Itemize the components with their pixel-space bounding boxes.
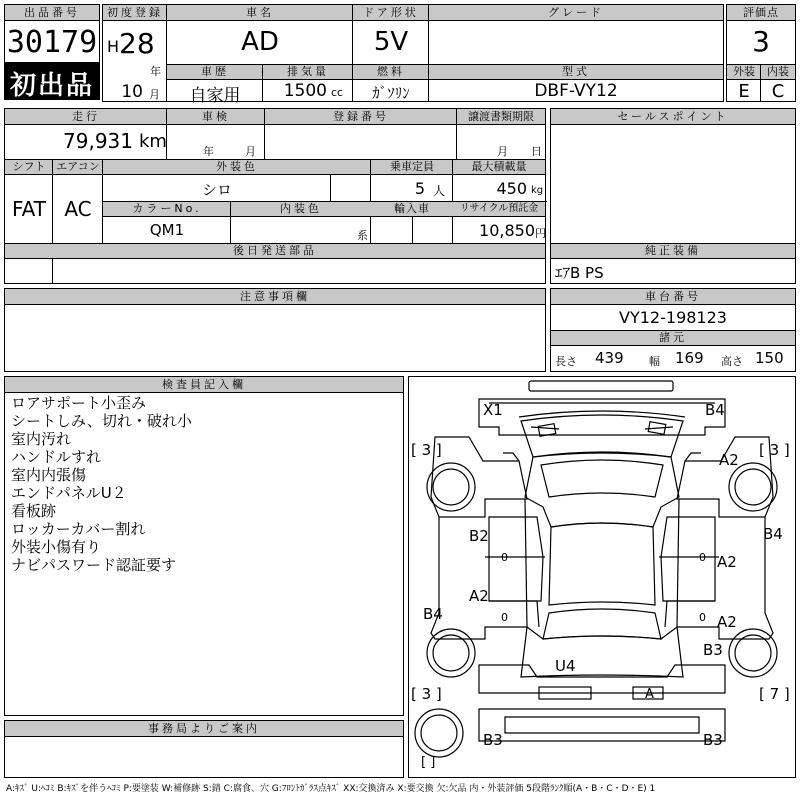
score-label: 評価点 <box>727 5 795 21</box>
capacity: 5 <box>414 179 425 198</box>
door-type: 5V <box>373 27 409 57</box>
note-line: 室内内張傷 <box>11 466 87 484</box>
caution-label: 注意事項欄 <box>5 289 545 305</box>
import-label: 輸入車 <box>371 202 453 217</box>
inspector-notes <box>11 394 192 574</box>
legend-footer: A:ｷｽﾞ U:ﾍｺﾐ B:ｷｽﾞを伴うﾍｺﾐ P:要塗装 W:補修跡 S:錆 C:腐食、穴 G:ﾌﾛﾝﾄｶﾞﾗｽ点ｷｽﾞ XX:交換済み X:要交換 欠:欠品 内・外装評価 5段階ﾗﾝｸ順(A・B・C・D・E) 1 <box>6 784 656 794</box>
chassis-number: VY12-198123 <box>619 308 727 327</box>
interior-unit: 系 <box>357 229 368 242</box>
load: 450 <box>496 179 527 198</box>
inspector-label: 検査員記入欄 <box>5 377 403 393</box>
dims-label: 諸元 <box>551 331 795 346</box>
later-parts-label: 後日発送部品 <box>5 244 545 259</box>
score-box <box>726 4 796 102</box>
mark-door-fl: B2 <box>469 527 489 545</box>
history: 自家用 <box>189 86 241 106</box>
color: シロ <box>201 181 232 199</box>
mark-rear-a: A <box>645 687 654 702</box>
mark-tire-fr: [ 3 ] <box>759 441 790 459</box>
overall-score: 3 <box>752 25 770 58</box>
office-box <box>4 720 404 778</box>
note-line: 看板跡 <box>11 502 57 520</box>
first-reg-month: 10 <box>121 82 143 102</box>
mark-left-rocker: B4 <box>423 605 443 623</box>
history-label: 車歴 <box>167 65 263 80</box>
mark-tire-rl: [ 3 ] <box>411 685 442 703</box>
shift-label: シフト <box>5 160 53 175</box>
header-grid <box>102 4 724 106</box>
length-label: 長さ <box>555 355 577 368</box>
mark-right-side: B4 <box>763 525 783 543</box>
lot-number: 30179 <box>6 25 98 60</box>
sales-box <box>550 108 796 284</box>
note-line: 室内汚れ <box>11 430 72 448</box>
mark-front-right: B4 <box>705 401 725 419</box>
mileage-unit: km <box>139 131 167 152</box>
mileage-label: 走行 <box>5 109 167 125</box>
door-label: ドア形状 <box>353 5 429 21</box>
load-unit: kg <box>531 185 544 196</box>
inspection-label: 車検 <box>167 109 265 125</box>
note-line: シートしみ、切れ・破れ小 <box>11 412 192 430</box>
office-label: 事務局よりご案内 <box>5 721 403 737</box>
car-diagram-box <box>408 376 796 778</box>
int-score: C <box>771 81 785 102</box>
model-label: 型式 <box>429 65 723 80</box>
fuel-label: 燃料 <box>353 65 429 80</box>
mark-front-left: X1 <box>483 401 503 419</box>
chassis-box <box>550 288 796 372</box>
color-label: 外装色 <box>103 160 371 175</box>
capacity-label: 乗車定員 <box>371 160 453 175</box>
first-listing-badge <box>4 62 100 100</box>
first-reg-label: 初度登録 <box>103 5 167 21</box>
width: 169 <box>675 349 704 367</box>
transfer-month-unit: 月 <box>497 145 508 158</box>
recycle: 10,850 <box>479 221 535 240</box>
shift: FAT <box>11 197 46 221</box>
mark-tire-fl: [ 3 ] <box>411 441 442 459</box>
mark-door-rl: A2 <box>469 587 489 605</box>
transfer-label: 譲渡書類期限 <box>457 109 545 125</box>
ext-score: E <box>738 81 750 102</box>
width-label: 幅 <box>649 355 660 368</box>
displacement-unit: cc <box>331 86 344 99</box>
color-no-label: カラーNo. <box>103 202 231 217</box>
note-line: エンドパネルU２ <box>11 484 127 502</box>
mark-door-fr: A2 <box>717 553 737 571</box>
first-reg-year: 28 <box>119 27 155 60</box>
height: 150 <box>755 349 784 367</box>
load-label: 最大積載量 <box>453 160 545 175</box>
ext-label: 外装 <box>727 65 761 80</box>
mark-zero-fr: 0 <box>699 551 706 564</box>
capacity-unit: 人 <box>433 184 446 198</box>
equip-label: 純正装備 <box>551 244 795 259</box>
model: DBF-VY12 <box>534 81 618 101</box>
mark-zero-rl: 0 <box>501 611 508 624</box>
reg-no-label: 登録番号 <box>265 109 457 125</box>
displacement: 1500 <box>283 81 327 101</box>
mark-zero-fl: 0 <box>501 551 508 564</box>
era: H <box>107 37 120 56</box>
displacement-label: 排気量 <box>263 65 353 80</box>
mark-rear-left: B3 <box>483 731 503 749</box>
inspector-box <box>4 376 404 716</box>
note-line: ナビパスワード認証要す <box>11 556 177 574</box>
mark-tire-rr: [ 7 ] <box>759 685 790 703</box>
year-unit: 年 <box>150 65 161 78</box>
recycle-label: リサイクル預託金 <box>453 202 545 217</box>
fuel: ｶﾞｿﾘﾝ <box>372 84 410 102</box>
caution-box <box>4 288 546 372</box>
equipment: ｴｱB PS <box>555 264 604 282</box>
sales-label: セールスポイント <box>551 109 795 125</box>
ac: AC <box>64 197 92 221</box>
recycle-unit: 円 <box>535 227 546 240</box>
detail-grid <box>4 108 546 284</box>
grade-label: グレード <box>429 5 723 21</box>
mark-quarter-right: B3 <box>703 641 723 659</box>
note-line: ロアサポート小歪み <box>11 394 147 412</box>
note-line: 外装小傷有り <box>11 538 102 556</box>
mileage: 79,931 <box>63 129 133 153</box>
mark-roof-rear: U4 <box>555 657 576 675</box>
interior-label: 内装色 <box>231 202 371 217</box>
inspection-year-unit: 年 <box>203 145 214 158</box>
transfer-day-unit: 日 <box>531 145 542 158</box>
mark-door-rr: A2 <box>717 613 737 631</box>
ac-label: エアコン <box>53 160 103 175</box>
color-no: QM1 <box>149 221 185 239</box>
chassis-label: 車台番号 <box>551 289 795 305</box>
first-listing-text: 初出品 <box>9 71 94 101</box>
note-line: ハンドルすれ <box>11 448 102 466</box>
car-name-label: 車名 <box>167 5 353 21</box>
height-label: 高さ <box>721 355 743 368</box>
car-name: AD <box>241 27 279 57</box>
mark-spare: [ ] <box>421 755 436 770</box>
lot-label: 出品番号 <box>5 5 99 21</box>
mark-zero-rr: 0 <box>699 611 706 624</box>
mark-rear-right: B3 <box>703 731 723 749</box>
int-label: 内装 <box>761 65 795 80</box>
month-unit: 月 <box>149 88 160 101</box>
mark-fender-right: A2 <box>719 451 739 469</box>
car-diagram <box>409 377 795 777</box>
length: 439 <box>595 349 624 367</box>
inspection-month-unit: 月 <box>245 145 256 158</box>
note-line: ロッカーカバー割れ <box>11 520 146 538</box>
